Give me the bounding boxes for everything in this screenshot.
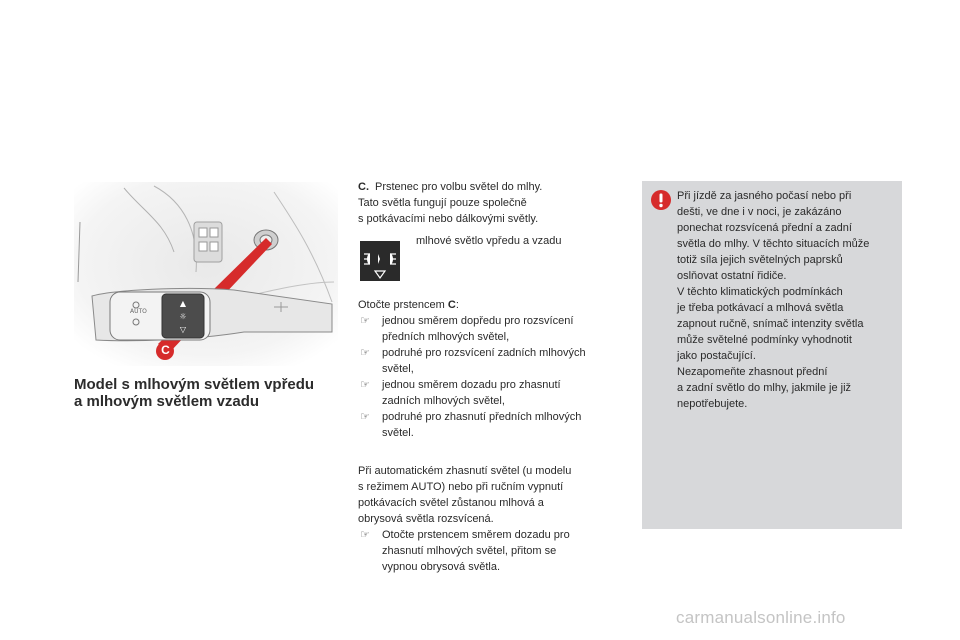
list-item-line-1: podruhé pro rozsvícení zadních mlhových	[382, 347, 586, 359]
list-item	[358, 345, 608, 377]
auto-bullet-line-2: zhasnutí mlhových světel, přitom se	[382, 545, 557, 557]
svg-text:▲: ▲	[179, 299, 187, 308]
section-title	[74, 376, 354, 410]
warning-line: Nezapomeňte zhasnout přední	[677, 366, 828, 378]
fog-light-legend	[358, 233, 608, 279]
pointing-hand-icon: ☞	[360, 379, 370, 391]
warning-line: Při jízdě za jasného počasí nebo při	[677, 190, 852, 202]
turn-intro-letter: C	[447, 299, 456, 311]
auto-line-4: obrysová světla rozsvícená.	[358, 513, 494, 525]
lighting-stalk-illustration	[74, 182, 338, 366]
pointing-hand-icon: ☞	[360, 315, 370, 327]
pointing-hand-icon: ☞	[360, 347, 370, 359]
fog-light-label: mlhové světlo vpředu a vzadu	[416, 235, 562, 247]
warning-line: světla do mlhy. V těchto situacích může	[677, 238, 870, 250]
list-item-line-1: jednou směrem dozadu pro zhasnutí	[382, 379, 561, 391]
svg-text:▽: ▽	[179, 325, 187, 334]
auto-line-3: potkávacích světel zůstanou mlhová a	[358, 497, 544, 509]
section-title-line-1: Model s mlhovým světlem vpředu	[74, 376, 315, 393]
exclamation-icon	[650, 189, 672, 211]
warning-line: může světelné podmínky vyhodnotit	[677, 334, 852, 346]
list-item-line-2: světel.	[382, 427, 414, 439]
warning-line: ponechat rozsvícená přední a zadní	[677, 222, 852, 234]
ref-c-letter: C.	[358, 181, 369, 193]
fog-light-icon	[360, 241, 400, 281]
list-item-line-2: světel,	[382, 363, 414, 375]
warning-line: oslňovat ostatní řidiče.	[677, 270, 787, 282]
ref-c-paragraph	[358, 179, 608, 227]
turn-intro	[358, 297, 608, 313]
list-item	[358, 313, 608, 345]
stalk-drawing	[74, 182, 338, 366]
ref-c-line-3: s potkávacími nebo dálkovými světly.	[358, 213, 539, 225]
warning-line: dešti, ve dne i v noci, je zakázáno	[677, 206, 842, 218]
warning-line: nepotřebujete.	[677, 398, 748, 410]
svg-text:☼: ☼	[179, 312, 187, 321]
warning-line: V těchto klimatických podmínkách	[677, 286, 843, 298]
warning-box	[642, 181, 902, 529]
auto-line-1: Při automatickém zhasnutí světel (u modelu	[358, 465, 572, 477]
list-item	[358, 377, 608, 409]
list-item	[358, 527, 608, 575]
pointing-hand-icon: ☞	[360, 411, 370, 423]
list-item-line-1: jednou směrem dopředu pro rozsvícení	[382, 315, 574, 327]
auto-paragraph	[358, 463, 608, 527]
warning-text	[677, 188, 899, 412]
callout-letter-c: C	[161, 343, 170, 357]
warning-line: jako postačující.	[677, 350, 756, 362]
ref-c-line-1: Prstenec pro volbu světel do mlhy.	[375, 181, 543, 193]
turn-intro-text: Otočte prstencem	[358, 299, 448, 311]
ref-c-line-2: Tato světla fungují pouze společně	[358, 197, 527, 209]
section-title-line-2: a mlhovým světlem vzadu	[74, 393, 260, 410]
warning-line: totiž síla jejich světelných paprsků	[677, 254, 843, 266]
warning-line: a zadní světlo do mlhy, jakmile je již	[677, 382, 852, 394]
list-item-line-2: předních mlhových světel,	[382, 331, 510, 343]
instructions-column	[358, 179, 608, 575]
list-item-line-1: podruhé pro zhasnutí předních mlhových	[382, 411, 582, 423]
turn-intro-colon: :	[455, 299, 459, 311]
svg-text:AUTO: AUTO	[130, 308, 147, 315]
warning-line: je třeba potkávací a mlhová světla	[677, 302, 844, 314]
turn-steps-list	[358, 313, 608, 441]
auto-line-2: s režimem AUTO) nebo při ručním vypnutí	[358, 481, 564, 493]
auto-bullet-line-3: vypnou obrysová světla.	[382, 561, 501, 573]
auto-bullet-line-1: Otočte prstencem směrem dozadu pro	[382, 529, 570, 541]
pointing-hand-icon: ☞	[360, 529, 370, 541]
list-item	[358, 409, 608, 441]
list-item-line-2: zadních mlhových světel,	[382, 395, 505, 407]
warning-line: zapnout ručně, snímač intenzity světla	[677, 318, 864, 330]
watermark: carmanualsonline.info	[676, 608, 846, 627]
auto-steps-list	[358, 527, 608, 575]
